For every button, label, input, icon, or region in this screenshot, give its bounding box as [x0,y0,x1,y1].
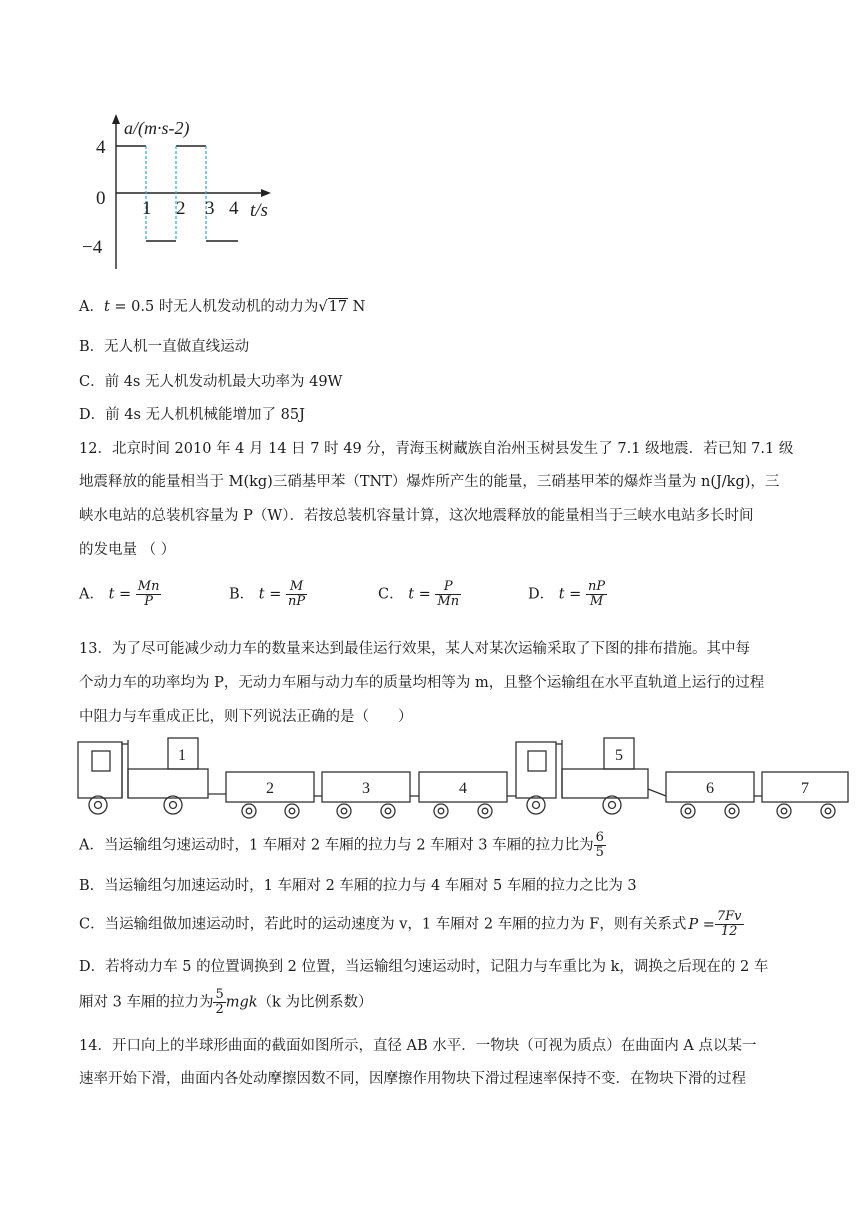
q11-option-c: C．前 4s 无人机发动机最大功率为 49W [79,374,343,390]
sqrt-icon: √ [318,299,328,315]
q13-option-d-line-1: D．若将动力车 5 的位置调换到 2 位置，当运输组匀速运动时，记阻力与车重比为 k，调换之后现在的 2 车 [79,959,769,975]
x-axis-arrow [261,189,271,197]
option-label: A． [79,299,104,315]
formula-fraction: $\frac{7Fv}{12}$ [716,909,742,939]
train-diagram [76,734,852,828]
formula-fraction: $\frac{nP}{M}$ [587,579,606,609]
q12-option-a [79,580,161,609]
option-label: D． [528,586,555,603]
q12-option-c [378,580,461,609]
formula-lhs: P = [688,916,715,933]
car-label-5: 5 [615,747,623,764]
x-tick-1: 1 [142,198,152,219]
y-axis-label: a/(m·s-2) [124,118,190,138]
formula-lhs: t = [408,586,431,603]
car-label-4: 4 [459,780,467,797]
q12-option-d [528,580,607,609]
car-label-7: 7 [801,780,809,797]
formula-fraction: $\frac{P}{Mn}$ [437,579,460,609]
q12-line-4: 的发电量 （ ） [79,542,176,558]
car-label-3: 3 [362,780,370,797]
q13-line-1: 13．为了尽可能减少动力车的数量来达到最佳运行效果，某人对某次运输采取了下图的排布措施。其中每 [79,641,750,657]
q13-line-3: 中阻力与车重成正比，则下列说法正确的是（ ） [79,709,413,725]
q11-option-b: B．无人机一直做直线运动 [79,339,250,355]
car-label-1: 1 [178,747,186,764]
q13-line-2: 个动力车的功率均为 P，无动力车厢与动力车的质量均相等为 m，且整个运输组在水平直轨道上运行的过程 [79,675,765,691]
q14-line-1: 14．开口向上的半球形曲面的截面如图所示，直径 AB 水平．一物块（可视为质点）在曲面内 A 点以某一 [79,1038,757,1054]
formula-lhs: t = [258,586,282,603]
x-tick-4: 4 [229,198,239,219]
x-tick-2: 2 [176,198,186,219]
q14-line-2: 速率开始下滑，曲面内各处动摩擦因数不同，因摩擦作用物块下滑过程速率保持不变．在物块下滑的过程 [79,1071,746,1087]
x-tick-3: 3 [205,198,215,219]
acceleration-graph [80,112,280,277]
q12-line-2: 地震释放的能量相当于 M(kg)三硝基甲苯（TNT）爆炸所产生的能量，三硝基甲苯的爆炸当量为 n(J/kg)，三 [79,474,780,490]
q12-line-3: 峡水电站的总装机容量为 P（W）．若按总装机容量计算，这次地震释放的能量相当于三峡水电站多长时间 [79,508,754,524]
q13-option-d-line-2 [79,988,372,1017]
q12-option-b [229,580,307,609]
option-text: = 0.5 时无人机发动机的动力为 [109,299,319,315]
option-text: 厢对 3 车厢的拉力为 [79,994,214,1011]
formula-lhs: t = [108,586,132,603]
option-label: C． [378,586,404,603]
option-text: C．当运输组做加速运动时，若此时的运动速度为 v，1 车厢对 2 车厢的拉力为 F，则有关系式 [79,916,687,933]
formula-fraction: $\frac{M}{nP}$ [287,579,306,609]
formula-fraction: $\frac{Mn}{P}$ [137,579,160,609]
formula-lhs: t = [558,586,582,603]
sqrt-value: 17 [328,299,348,315]
y-tick-neg4: −4 [82,237,103,258]
y-tick-0: 0 [96,188,106,209]
locomotive-5 [516,738,648,814]
car-label-6: 6 [706,780,714,797]
formula-fraction: $\frac{5}{2}$ [215,987,224,1017]
y-axis-arrow [112,114,120,124]
ratio-fraction: $\frac{6}{5}$ [595,830,604,860]
option-label: B． [229,586,255,603]
x-axis-label: t/s [250,200,268,221]
q13-option-b: B．当运输组匀加速运动时，1 车厢对 2 车厢的拉力与 4 车厢对 5 车厢的拉力之比为 3 [79,878,637,894]
option-label: A． [79,586,104,603]
unit: N [348,299,366,315]
variable-t: t [103,299,110,315]
option-text: A．当运输组匀速运动时，1 车厢对 2 车厢的拉力与 2 车厢对 3 车厢的拉力比为 [79,837,594,854]
car-label-2: 2 [266,780,274,797]
y-tick-4: 4 [96,137,106,158]
q12-line-1: 12．北京时间 2010 年 4 月 14 日 7 时 49 分，青海玉树藏族自治州玉树县发生了 7.1 级地震．若已知 7.1 级 [79,441,794,457]
formula-term: mgk [225,994,258,1011]
option-note: （k 为比例系数） [257,994,373,1011]
q11-option-d: D．前 4s 无人机机械能增加了 85J [79,407,305,423]
q13-option-c [79,910,744,939]
q11-option-a [79,297,365,317]
locomotive-1 [78,738,208,814]
q13-option-a [79,831,606,860]
